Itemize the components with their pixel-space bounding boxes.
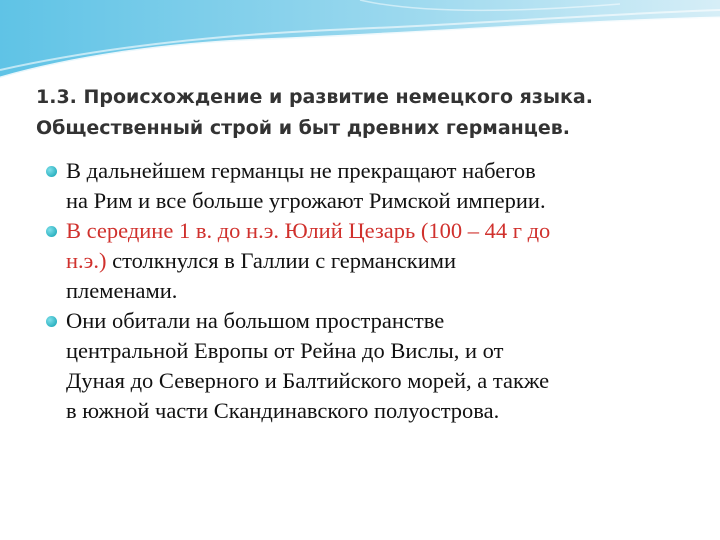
bullet-2-line-2-highlight: н.э.): [66, 248, 107, 273]
slide-title: [36, 82, 696, 144]
bullet-item-2: [44, 216, 694, 306]
bullet-1-line-1: В дальнейшем германцы не прекращают набегов: [66, 158, 536, 183]
bullet-2-line-3: племенами.: [66, 278, 178, 303]
bullet-dot-icon: [46, 226, 57, 237]
bullet-3-line-1: Они обитали на большом пространстве: [66, 308, 445, 333]
bullet-list: [44, 156, 694, 426]
title-line-1: 1.3. Происхождение и развитие немецкого языка.: [36, 86, 593, 108]
bullet-item-1: [44, 156, 694, 216]
bullet-dot-icon: [46, 316, 57, 327]
bullet-3-line-4: в южной части Скандинавского полуострова.: [66, 398, 500, 423]
title-line-2: Общественный строй и быт древних германцев.: [36, 117, 570, 139]
bullet-dot-icon: [46, 166, 57, 177]
bullet-2-line-1-highlight: В середине 1 в. до н.э. Юлий Цезарь (100 – 44 г до: [66, 218, 551, 243]
bullet-2-line-2-text: столкнулся в Галлии с германскими: [106, 248, 457, 273]
header-wave-decoration: [0, 0, 720, 80]
bullet-1-line-2: на Рим и все больше угрожают Римской империи.: [66, 188, 546, 213]
bullet-item-3: [44, 306, 694, 426]
bullet-3-line-3: Дуная до Северного и Балтийского морей, а также: [66, 368, 550, 393]
bullet-3-line-2: центральной Европы от Рейна до Вислы, и от: [66, 338, 504, 363]
